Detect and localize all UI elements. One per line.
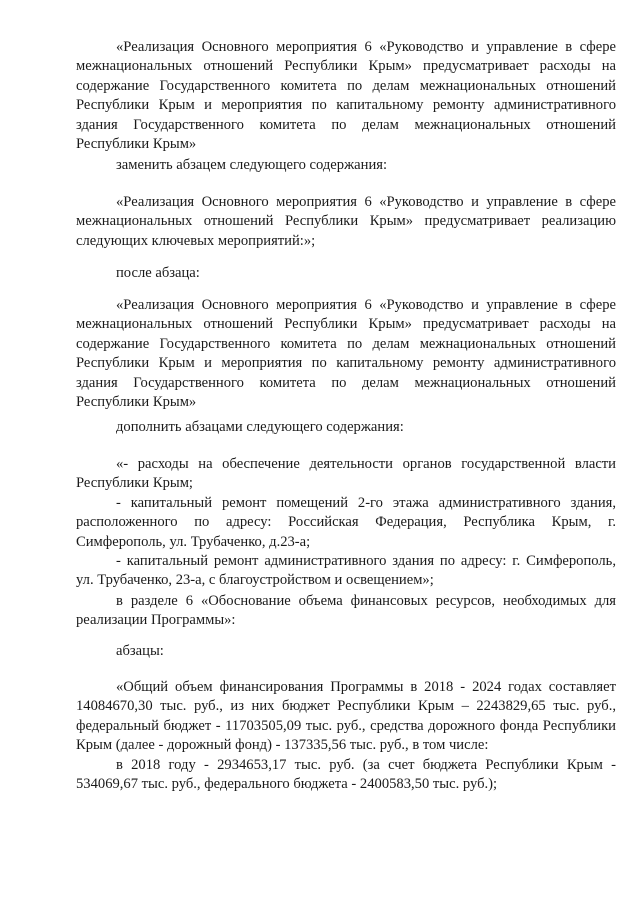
paragraph-total-funding: «Общий объем финансирования Программы в 2018 - 2024 годах составляет 14084670,30 тыс. руб., из них бюджет Республики Крым – 2243829,65 тыс. руб., федеральный бюджет - 11703505,09 тыс. руб., средства дорожного фонда Республики Крым (далее - дорожный фонд) - 137335,56 тыс. руб., в том числе: <box>76 679 616 754</box>
paragraph-abzacy: абзацы: <box>116 643 164 659</box>
list-item-floor-repair: - капитальный ремонт помещений 2-го этажа административного здания, расположенного по адресу: Российская Федерация, Республика Крым, г. Симферополь, ул. Трубаченко, д.23-а; <box>76 494 616 550</box>
list-item-expenses: «- расходы на обеспечение деятельности органов государственной власти Республики Крым; <box>76 456 616 492</box>
paragraph-replacement-text: «Реализация Основного мероприятия 6 «Руководство и управление в сфере межнациональных отношений Республики Крым» предусматривает реализацию следующих ключевых мероприятий:»; <box>76 194 616 249</box>
paragraph-original-text-2: «Реализация Основного мероприятия 6 «Руководство и управление в сфере межнациональных отношений Республики Крым» предусматривает расходы на содержание Государственного комитета по делам межнациональных отношений Республики Крым и мероприятия по капитальному ремонту административного здания Государственного комитета по делам межнациональных отношений Республики Крым» <box>76 297 616 411</box>
funding-paragraphs <box>76 678 616 794</box>
paragraph-section-6-instruction: в разделе 6 «Обоснование объема финансовых ресурсов, необходимых для реализации Программы»: <box>76 593 616 629</box>
paragraph-funding-2018: в 2018 году - 2934653,17 тыс. руб. (за счет бюджета Республики Крым - 534069,67 тыс. руб., федерального бюджета - 2400583,50 тыс. руб.); <box>76 756 616 793</box>
added-paragraphs-list <box>76 455 616 591</box>
list-item-building-repair: - капитальный ремонт административного здания по адресу: г. Симферополь, ул. Трубаченко, 23-а, с благоустройством и освещением»; <box>76 553 616 589</box>
paragraph-after-instruction: после абзаца: <box>116 265 200 281</box>
paragraph-original-text-1: «Реализация Основного мероприятия 6 «Руководство и управление в сфере межнациональных отношений Республики Крым» предусматривает расходы на содержание Государственного комитета по делам межнациональных отношений Республики Крым и мероприятия по капитальному ремонту административного здания Государственного комитета по делам межнациональных отношений Республики Крым» <box>76 39 616 153</box>
paragraph-add-instruction: дополнить абзацами следующего содержания: <box>116 419 404 435</box>
paragraph-replace-instruction: заменить абзацем следующего содержания: <box>116 157 388 173</box>
